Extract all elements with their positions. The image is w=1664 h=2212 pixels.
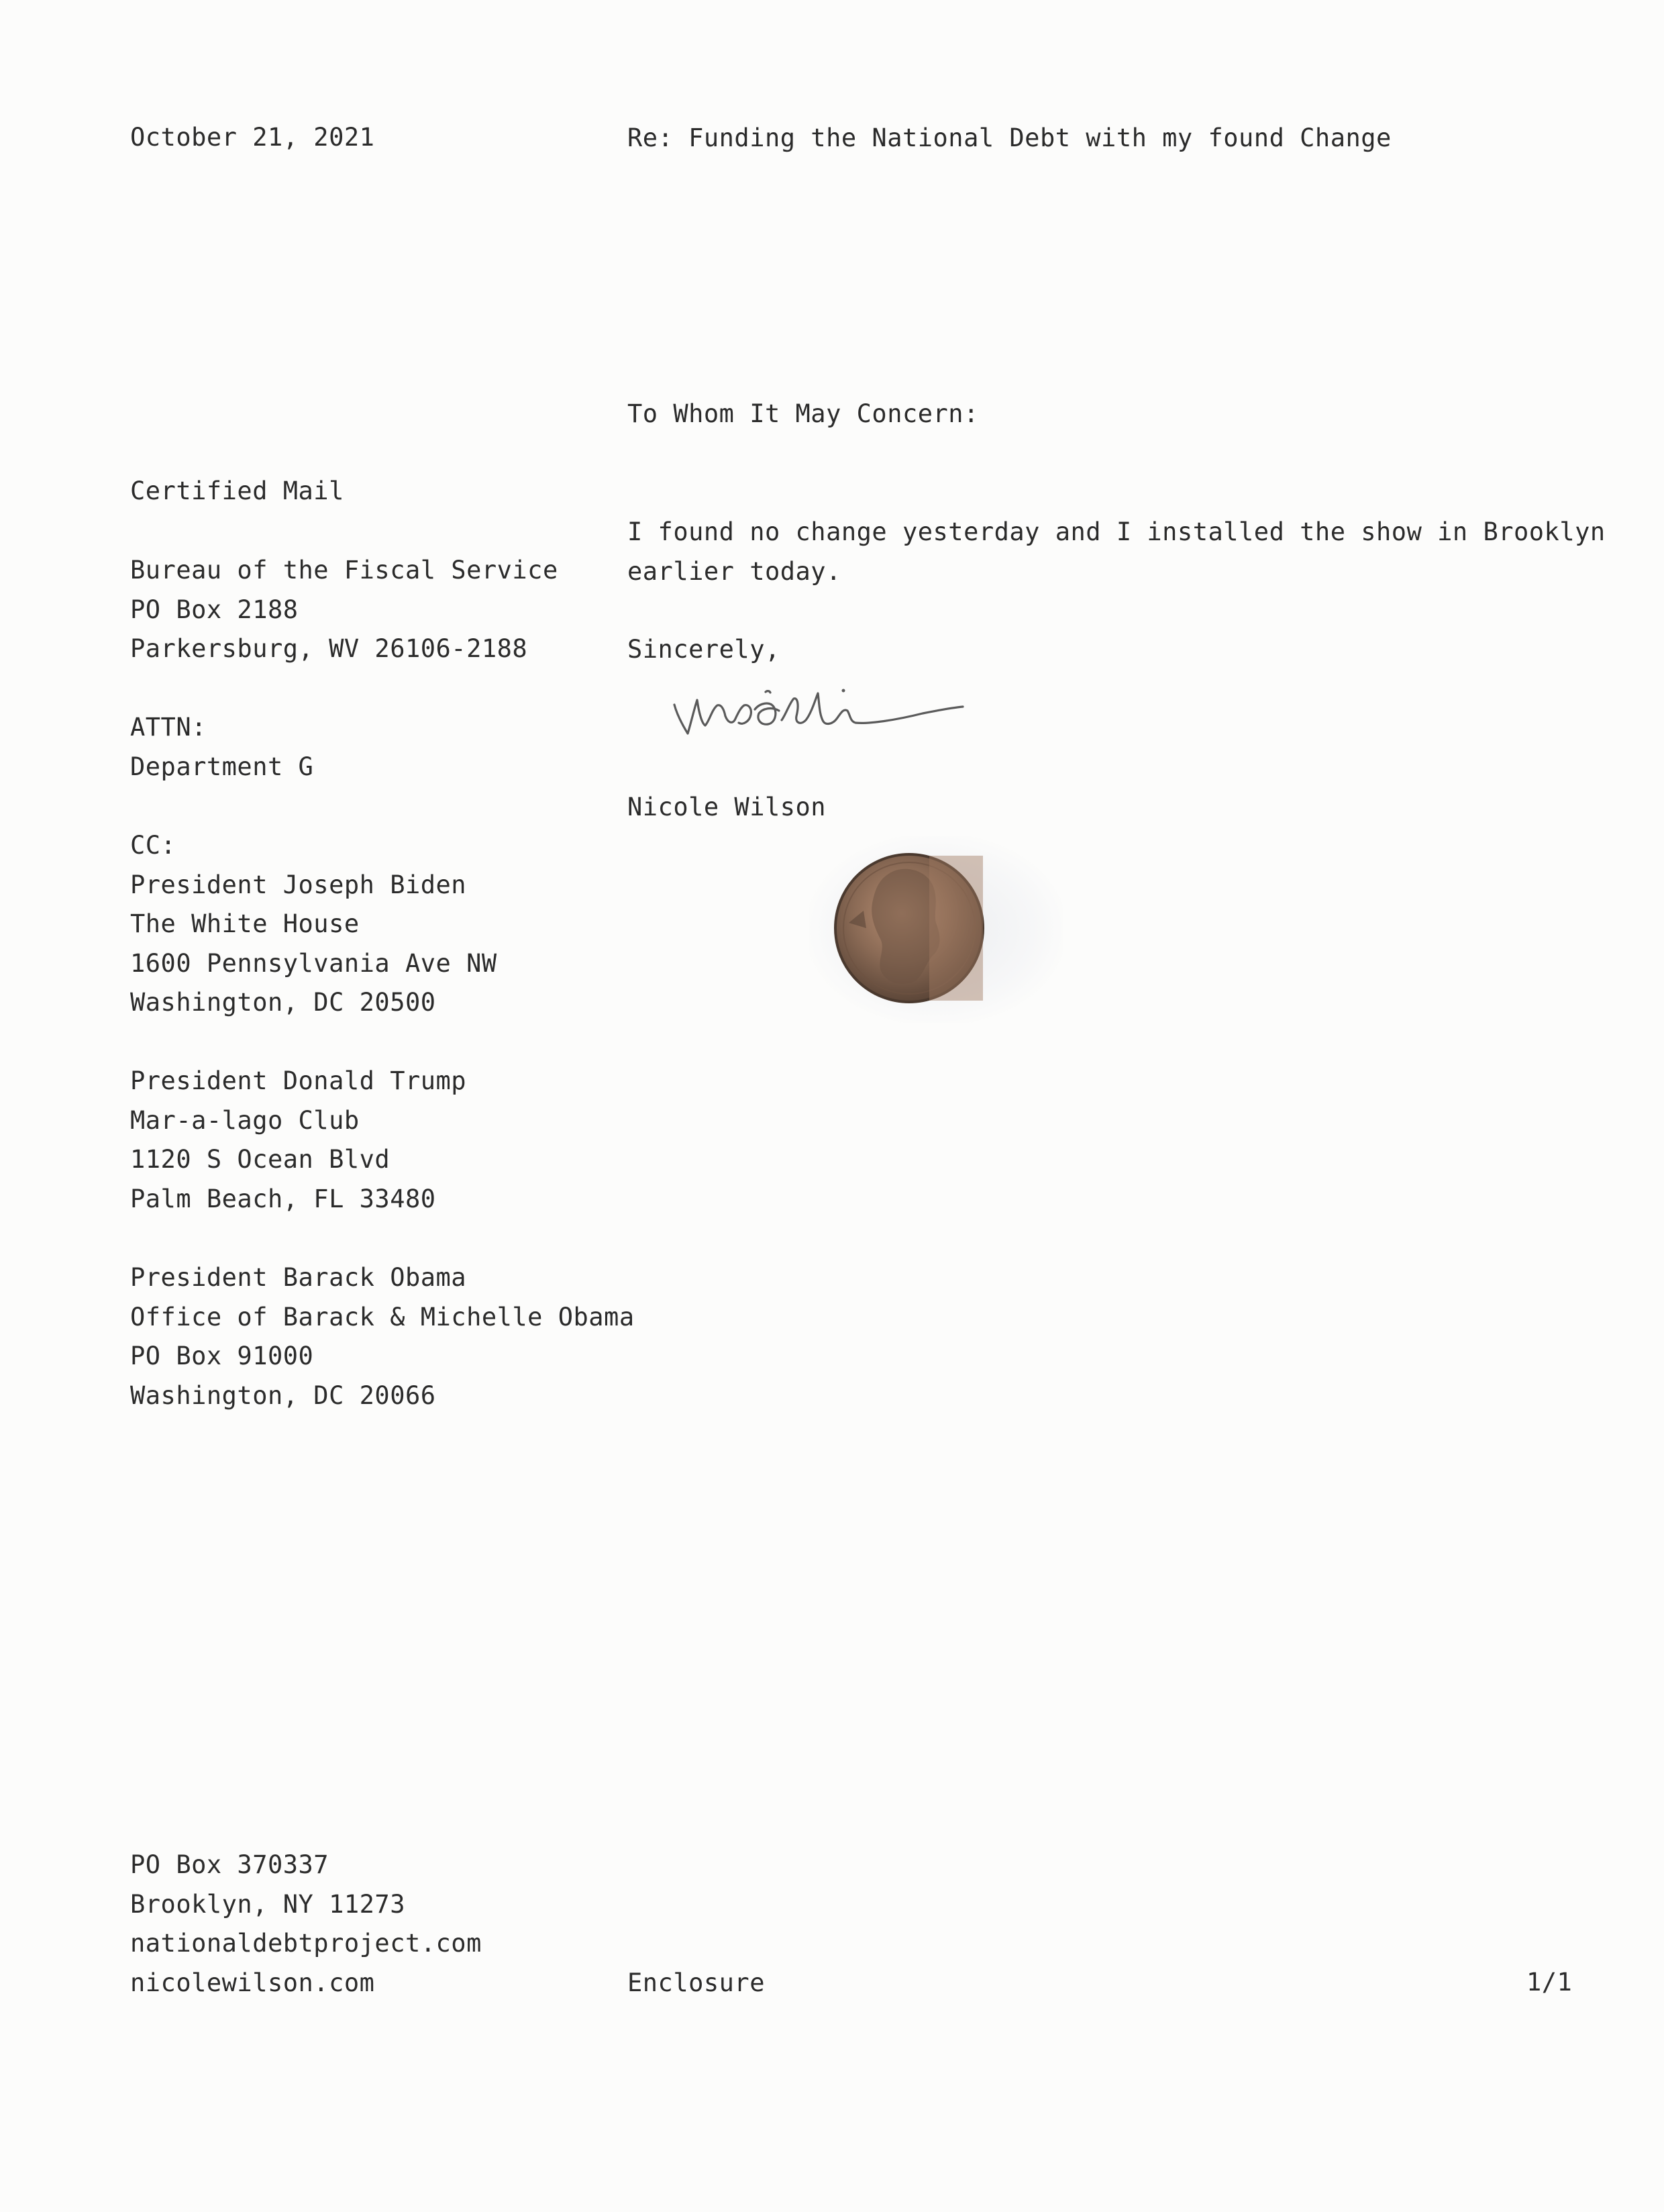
cc-line: Office of Barack & Michelle Obama xyxy=(130,1302,635,1331)
cc-line: Palm Beach, FL 33480 xyxy=(130,1184,436,1213)
sender-line: nicolewilson.com xyxy=(130,1968,375,1997)
cc-recipient-obama xyxy=(130,1258,635,1415)
cc-line: 1600 Pennsylvania Ave NW xyxy=(130,948,497,978)
cc-line: Washington, DC 20500 xyxy=(130,988,436,1017)
letter-subject: Re: Funding the National Debt with my found Change xyxy=(627,123,1392,152)
body-line: I found no change yesterday and I installed the show in Brooklyn xyxy=(627,517,1606,546)
sender-line: PO Box 370337 xyxy=(130,1850,329,1879)
cc-line: 1120 S Ocean Blvd xyxy=(130,1145,391,1174)
sender-address xyxy=(130,1846,482,2003)
letter-date: October 21, 2021 xyxy=(130,123,375,152)
salutation: To Whom It May Concern: xyxy=(627,399,979,428)
recipient-address xyxy=(130,551,558,669)
cc-line: President Donald Trump xyxy=(130,1066,467,1095)
letter-body xyxy=(627,513,1606,591)
cc-line: Washington, DC 20066 xyxy=(130,1380,436,1410)
cc-line: PO Box 91000 xyxy=(130,1342,314,1370)
cc-line: President Joseph Biden xyxy=(130,870,467,899)
signer-name: Nicole Wilson xyxy=(627,793,827,821)
address-line: Bureau of the Fiscal Service xyxy=(130,556,558,585)
closing: Sincerely, xyxy=(627,635,780,664)
enclosure-label: Enclosure xyxy=(627,1968,765,1997)
cc-line: The White House xyxy=(130,909,360,938)
address-line: PO Box 2188 xyxy=(130,595,299,624)
attn-label: ATTN: xyxy=(130,713,207,742)
penny-coin-icon xyxy=(802,822,1070,1037)
sender-line: Brooklyn, NY 11273 xyxy=(130,1889,405,1919)
cc-block xyxy=(130,826,497,1023)
address-line: Parkersburg, WV 26106-2188 xyxy=(130,634,528,663)
mailing-method: Certified Mail xyxy=(130,476,344,505)
taped-penny xyxy=(802,822,1070,1037)
cc-line: Mar-a-lago Club xyxy=(130,1105,360,1135)
attention-block xyxy=(130,708,313,787)
sender-line: nationaldebtproject.com xyxy=(130,1929,482,1958)
cc-recipient-trump xyxy=(130,1062,466,1219)
cc-line: President Barack Obama xyxy=(130,1263,467,1292)
attn-value: Department G xyxy=(130,752,314,781)
page-number: 1/1 xyxy=(1526,1968,1573,1997)
signature xyxy=(668,661,1017,762)
body-line: earlier today. xyxy=(627,556,841,586)
cc-label: CC: xyxy=(130,831,176,860)
